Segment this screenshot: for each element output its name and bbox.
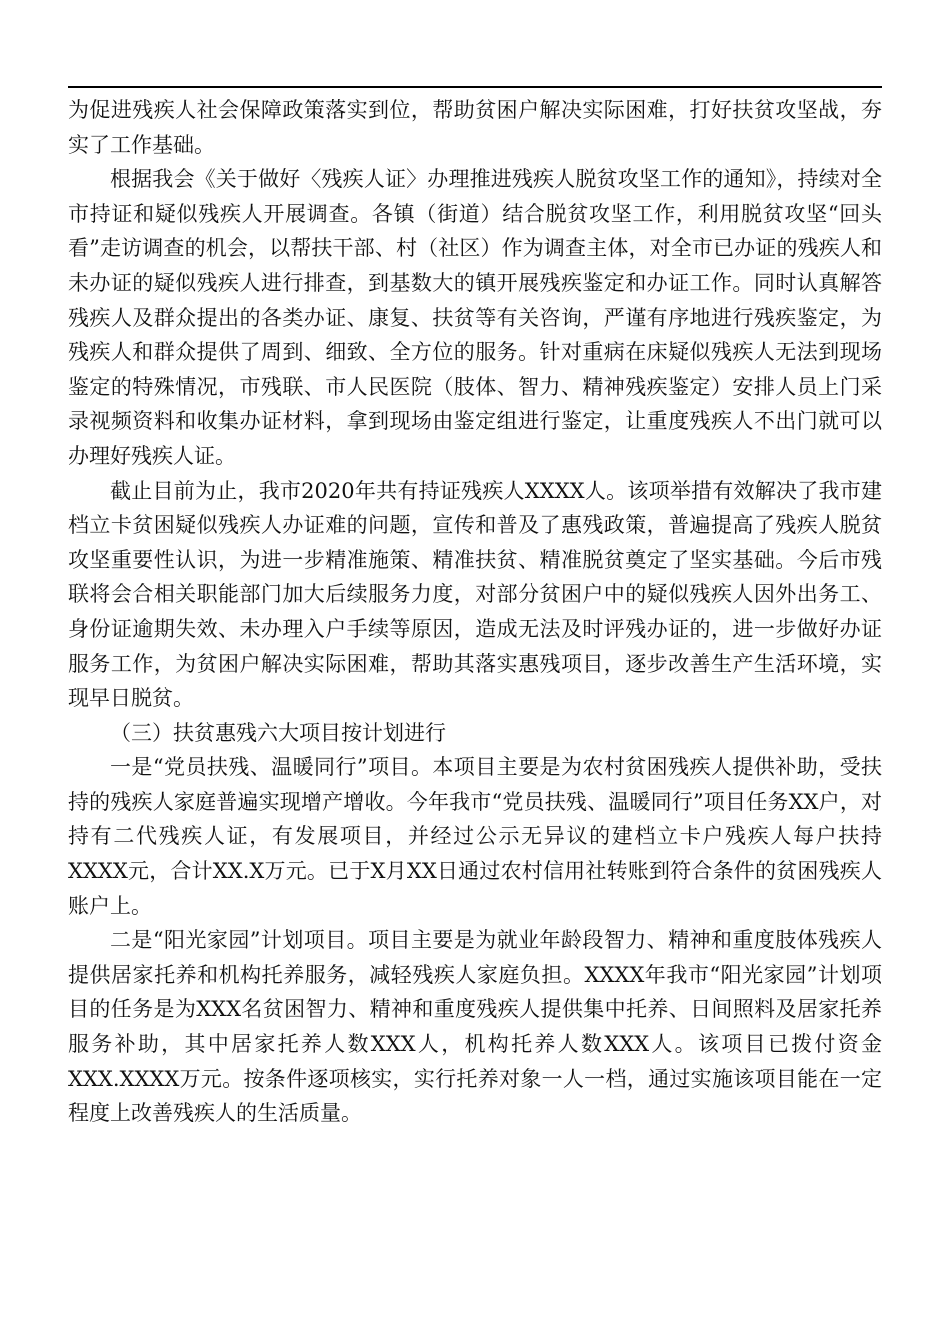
section-heading: （三）扶贫惠残六大项目按计划进行: [110, 720, 446, 745]
paragraph-certificate-count: 截止目前为止，我市2020年共有持证残疾人XXXX人。该项举措有效解决了我市建档立卡贫困疑似残疾人办证难的问题，宣传和普及了惠残政策，普遍提高了残疾人脱贫攻坚重要性认识，为进一步精准施策、精准扶贫、精准脱贫奠定了坚实基础。今后市残联将会合相关职能部门加大后续服务力度，对部分贫困户中的疑似残疾人因外出务工、身份证逾期失效、未办理入户手续等原因，造成无法及时评残办证的，进一步做好办证服务工作，为贫困户解决实际困难，帮助其落实惠残项目，逐步改善生产生活环境，实现早日脱贫。: [68, 478, 882, 711]
header-rule: [68, 86, 882, 88]
paragraph-project-one: 一是“党员扶残、温暖同行”项目。本项目主要是为农村贫困残疾人提供补助，受扶持的残疾人家庭普遍实现增产增收。今年我市“党员扶残、温暖同行”项目任务XX户，对持有二代残疾人证，有发展项目，并经过公示无异议的建档立卡户残疾人每户扶持XXXX元，合计XX.X万元。已于X月XX日通过农村信用社转账到符合条件的贫困残疾人账户上。: [68, 755, 882, 918]
document-body: [68, 93, 882, 1131]
paragraph-continuation: 为促进残疾人社会保障政策落实到位，帮助贫困户解决实际困难，打好扶贫攻坚战，夯实了工作基础。: [68, 98, 882, 157]
paragraph-disability-certificate: 根据我会《关于做好〈残疾人证〉办理推进残疾人脱贫攻坚工作的通知》，持续对全市持证和疑似残疾人开展调查。各镇（街道）结合脱贫攻坚工作，利用脱贫攻坚“回头看”走访调查的机会，以帮扶干部、村（社区）作为调查主体，对全市已办证的残疾人和未办证的疑似残疾人进行排查，到基数大的镇开展残疾鉴定和办证工作。同时认真解答残疾人及群众提出的各类办证、康复、扶贫等有关咨询，严谨有序地进行残疾鉴定，为残疾人和群众提供了周到、细致、全方位的服务。针对重病在床疑似残疾人无法到现场鉴定的特殊情况，市残联、市人民医院（肢体、智力、精神残疾鉴定）安排人员上门采录视频资料和收集办证材料，拿到现场由鉴定组进行鉴定，让重度残疾人不出门就可以办理好残疾人证。: [68, 167, 882, 468]
paragraph-project-two: 二是“阳光家园”计划项目。项目主要是为就业年龄段智力、精神和重度肢体残疾人提供居家托养和机构托养服务，减轻残疾人家庭负担。XXXX年我市“阳光家园”计划项目的任务是为XXX名贫困智力、精神和重度残疾人提供集中托养、日间照料及居家托养服务补助，其中居家托养人数XXX人，机构托养人数XXX人。该项目已拨付资金XXX.XXXX万元。按条件逐项核实，实行托养对象一人一档，通过实施该项目能在一定程度上改善残疾人的生活质量。: [68, 928, 882, 1126]
